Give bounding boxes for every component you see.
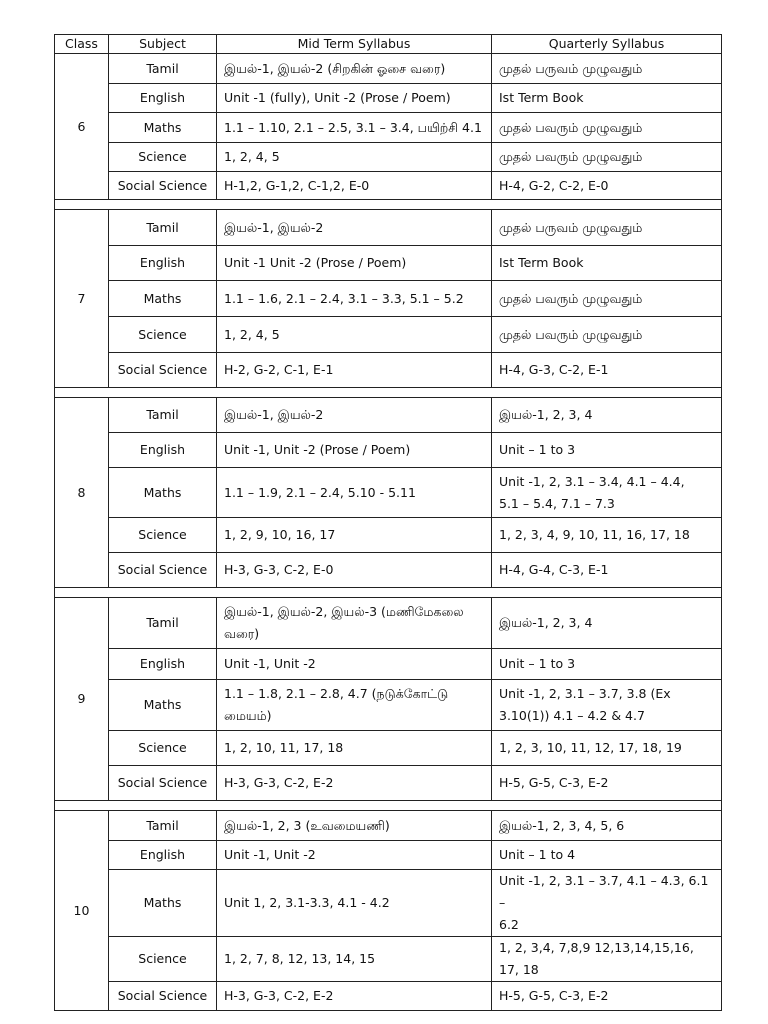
subject-cell: Social Science	[109, 982, 217, 1011]
table-row	[55, 210, 722, 246]
subject-cell: Tamil	[109, 811, 217, 841]
mid-term-cell	[217, 172, 492, 200]
group-separator	[55, 388, 722, 398]
quarterly-cell-line: 1, 2, 3, 10, 11, 12, 17, 18, 19	[499, 740, 682, 755]
header-subject: Subject	[109, 35, 217, 54]
class-cell: 7	[55, 210, 109, 388]
quarterly-cell-line: Unit – 1 to 3	[499, 656, 576, 671]
subject-cell: Social Science	[109, 766, 217, 801]
table-row	[55, 317, 722, 353]
mid-term-cell-line: 1, 2, 4, 5	[224, 326, 280, 342]
subject-cell: Science	[109, 518, 217, 553]
quarterly-cell-line: Unit – 1 to 4	[499, 847, 576, 862]
quarterly-cell	[492, 649, 722, 680]
table-row	[55, 553, 722, 588]
mid-term-cell	[217, 433, 492, 468]
table-row	[55, 84, 722, 113]
table-row	[55, 54, 722, 84]
quarterly-cell-line: இயல்-1, 2, 3, 4, 5, 6	[499, 817, 625, 833]
mid-term-cell-line: 1, 2, 10, 11, 17, 18	[224, 740, 344, 755]
mid-term-cell	[217, 731, 492, 766]
subject-cell: Tamil	[109, 54, 217, 84]
quarterly-cell-line: இயல்-1, 2, 3, 4	[499, 615, 593, 630]
quarterly-cell	[492, 553, 722, 588]
mid-term-cell	[217, 246, 492, 281]
quarterly-cell-line: 1, 2, 3,4, 7,8,9 12,13,14,15,16,	[499, 940, 694, 955]
quarterly-cell	[492, 246, 722, 281]
table-row	[55, 870, 722, 937]
mid-term-cell-line: H-3, G-3, C-2, E-2	[224, 988, 334, 1003]
quarterly-cell-line: 1, 2, 3, 4, 9, 10, 11, 16, 17, 18	[499, 527, 690, 542]
table-row	[55, 281, 722, 317]
subject-cell: Tamil	[109, 398, 217, 433]
subject-cell: Social Science	[109, 172, 217, 200]
mid-term-cell-line: இயல்-1, இயல்-2	[224, 407, 324, 422]
quarterly-cell-line: 5.1 – 5.4, 7.1 – 7.3	[499, 495, 615, 511]
table-row	[55, 172, 722, 200]
quarterly-cell-line: Ist Term Book	[499, 255, 584, 270]
subject-cell: Science	[109, 317, 217, 353]
quarterly-cell-line: H-4, G-2, C-2, E-0	[499, 177, 609, 193]
mid-term-cell-line: இயல்-1, 2, 3 (உவமையணி)	[224, 817, 390, 833]
quarterly-cell-line: முதல் பவரும் முழுவதும்	[499, 290, 643, 306]
mid-term-cell-line: 1, 2, 7, 8, 12, 13, 14, 15	[224, 951, 376, 966]
mid-term-cell-line: Unit -1, Unit -2	[224, 847, 316, 862]
class-cell: 6	[55, 54, 109, 200]
mid-term-cell-line: 1.1 – 1.10, 2.1 – 2.5, 3.1 – 3.4, பயிற்சி 4.1	[224, 119, 482, 135]
quarterly-cell-line: முதல் பவரும் முழுவதும்	[499, 119, 643, 135]
table-row	[55, 598, 722, 649]
quarterly-cell	[492, 433, 722, 468]
quarterly-cell-line: முதல் பருவம் முழுவதும்	[499, 60, 643, 76]
table-row	[55, 518, 722, 553]
quarterly-cell	[492, 937, 722, 982]
syllabus-table	[54, 34, 722, 1011]
mid-term-cell	[217, 811, 492, 841]
table-row	[55, 246, 722, 281]
mid-term-cell	[217, 281, 492, 317]
table-row	[55, 143, 722, 172]
quarterly-cell	[492, 841, 722, 870]
subject-cell: Maths	[109, 113, 217, 143]
mid-term-cell-line: வரை)	[224, 626, 260, 641]
mid-term-cell	[217, 841, 492, 870]
quarterly-cell-line: H-4, G-3, C-2, E-1	[499, 362, 609, 377]
quarterly-cell	[492, 518, 722, 553]
mid-term-cell-line: Unit -1, Unit -2 (Prose / Poem)	[224, 442, 411, 457]
quarterly-cell-line: H-4, G-4, C-3, E-1	[499, 562, 609, 577]
quarterly-cell-line: Ist Term Book	[499, 90, 584, 105]
quarterly-cell	[492, 811, 722, 841]
quarterly-cell-line: H-5, G-5, C-3, E-2	[499, 988, 609, 1003]
header-row	[55, 35, 722, 54]
mid-term-cell	[217, 937, 492, 982]
mid-term-cell-line: Unit -1 (fully), Unit -2 (Prose / Poem)	[224, 90, 451, 105]
mid-term-cell	[217, 210, 492, 246]
table-row	[55, 982, 722, 1011]
mid-term-cell-line: மையம்)	[224, 708, 272, 723]
quarterly-cell	[492, 982, 722, 1011]
mid-term-cell-line: 1, 2, 4, 5	[224, 149, 280, 164]
subject-cell: English	[109, 246, 217, 281]
mid-term-cell	[217, 870, 492, 937]
subject-cell: Social Science	[109, 353, 217, 388]
group-separator	[55, 200, 722, 210]
table-row	[55, 113, 722, 143]
mid-term-cell	[217, 143, 492, 172]
mid-term-cell-line: H-3, G-3, C-2, E-2	[224, 775, 334, 790]
mid-term-cell	[217, 353, 492, 388]
mid-term-cell	[217, 598, 492, 649]
header-mid-term: Mid Term Syllabus	[217, 35, 492, 54]
mid-term-cell	[217, 54, 492, 84]
subject-cell: Tamil	[109, 598, 217, 649]
group-separator-row	[55, 388, 722, 398]
mid-term-cell	[217, 982, 492, 1011]
group-separator-row	[55, 200, 722, 210]
quarterly-cell-line: Unit – 1 to 3	[499, 442, 576, 457]
quarterly-cell	[492, 398, 722, 433]
mid-term-cell-line: Unit -1, Unit -2	[224, 656, 316, 671]
subject-cell: English	[109, 649, 217, 680]
quarterly-cell	[492, 84, 722, 113]
table-row	[55, 937, 722, 982]
class-cell: 9	[55, 598, 109, 801]
class-cell: 10	[55, 811, 109, 1011]
mid-term-cell	[217, 553, 492, 588]
mid-term-cell-line: H-1,2, G-1,2, C-1,2, E-0	[224, 177, 370, 193]
mid-term-cell	[217, 680, 492, 731]
mid-term-cell-line: இயல்-1, இயல்-2	[224, 219, 324, 235]
quarterly-cell	[492, 172, 722, 200]
mid-term-cell-line: 1.1 – 1.6, 2.1 – 2.4, 3.1 – 3.3, 5.1 – 5.2	[224, 290, 464, 306]
quarterly-cell-line: முதல் பவரும் முழுவதும்	[499, 149, 643, 164]
subject-cell: English	[109, 433, 217, 468]
mid-term-cell	[217, 468, 492, 518]
mid-term-cell	[217, 649, 492, 680]
quarterly-cell-line: Unit -1, 2, 3.1 – 3.4, 4.1 – 4.4,	[499, 473, 685, 489]
mid-term-cell-line: Unit 1, 2, 3.1-3.3, 4.1 - 4.2	[224, 895, 390, 910]
quarterly-cell	[492, 113, 722, 143]
group-separator	[55, 801, 722, 811]
subject-cell: English	[109, 841, 217, 870]
subject-cell: Maths	[109, 870, 217, 937]
table-row	[55, 841, 722, 870]
table-row	[55, 353, 722, 388]
table-row	[55, 398, 722, 433]
subject-cell: Social Science	[109, 553, 217, 588]
table-row	[55, 468, 722, 518]
quarterly-cell	[492, 598, 722, 649]
table-row	[55, 433, 722, 468]
mid-term-cell	[217, 84, 492, 113]
group-separator-row	[55, 801, 722, 811]
class-cell: 8	[55, 398, 109, 588]
mid-term-cell-line: இயல்-1, இயல்-2 (சிறகின் ஓசை வரை)	[224, 60, 446, 76]
quarterly-cell-line: 6.2	[499, 917, 519, 932]
subject-cell: Science	[109, 143, 217, 172]
quarterly-cell	[492, 870, 722, 937]
table-row	[55, 766, 722, 801]
quarterly-cell-line: இயல்-1, 2, 3, 4	[499, 407, 593, 422]
subject-cell: Maths	[109, 281, 217, 317]
subject-cell: English	[109, 84, 217, 113]
subject-cell: Maths	[109, 468, 217, 518]
mid-term-cell	[217, 398, 492, 433]
quarterly-cell	[492, 353, 722, 388]
quarterly-cell	[492, 281, 722, 317]
syllabus-document	[54, 34, 721, 1011]
quarterly-cell	[492, 143, 722, 172]
mid-term-cell	[217, 518, 492, 553]
quarterly-cell-line: முதல் பருவம் முழுவதும்	[499, 219, 643, 235]
mid-term-cell-line: இயல்-1, இயல்-2, இயல்-3 (மணிமேகலை	[224, 604, 464, 619]
quarterly-cell-line: 17, 18	[499, 962, 539, 977]
group-separator-row	[55, 588, 722, 598]
quarterly-cell	[492, 54, 722, 84]
quarterly-cell	[492, 468, 722, 518]
mid-term-cell	[217, 766, 492, 801]
table-row	[55, 731, 722, 766]
quarterly-cell-line: 3.10(1)) 4.1 – 4.2 & 4.7	[499, 708, 645, 723]
quarterly-cell	[492, 680, 722, 731]
mid-term-cell-line: H-2, G-2, C-1, E-1	[224, 362, 334, 377]
quarterly-cell	[492, 731, 722, 766]
subject-cell: Tamil	[109, 210, 217, 246]
header-quarterly: Quarterly Syllabus	[492, 35, 722, 54]
header-class: Class	[55, 35, 109, 54]
mid-term-cell-line: 1, 2, 9, 10, 16, 17	[224, 527, 336, 542]
mid-term-cell	[217, 317, 492, 353]
quarterly-cell-line: முதல் பவரும் முழுவதும்	[499, 326, 643, 342]
subject-cell: Science	[109, 731, 217, 766]
mid-term-cell-line: 1.1 – 1.8, 2.1 – 2.8, 4.7 (நடுக்கோட்டு	[224, 686, 449, 701]
mid-term-cell-line: Unit -1 Unit -2 (Prose / Poem)	[224, 255, 407, 270]
quarterly-cell	[492, 766, 722, 801]
table-row	[55, 680, 722, 731]
mid-term-cell	[217, 113, 492, 143]
group-separator	[55, 588, 722, 598]
quarterly-cell	[492, 317, 722, 353]
mid-term-cell-line: H-3, G-3, C-2, E-0	[224, 562, 334, 577]
table-row	[55, 649, 722, 680]
table-row	[55, 811, 722, 841]
quarterly-cell-line: Unit -1, 2, 3.1 – 3.7, 4.1 – 4.3, 6.1 –	[499, 873, 709, 910]
quarterly-cell-line: H-5, G-5, C-3, E-2	[499, 775, 609, 790]
mid-term-cell-line: 1.1 – 1.9, 2.1 – 2.4, 5.10 - 5.11	[224, 484, 416, 500]
subject-cell: Maths	[109, 680, 217, 731]
quarterly-cell-line: Unit -1, 2, 3.1 – 3.7, 3.8 (Ex	[499, 686, 671, 701]
quarterly-cell	[492, 210, 722, 246]
subject-cell: Science	[109, 937, 217, 982]
